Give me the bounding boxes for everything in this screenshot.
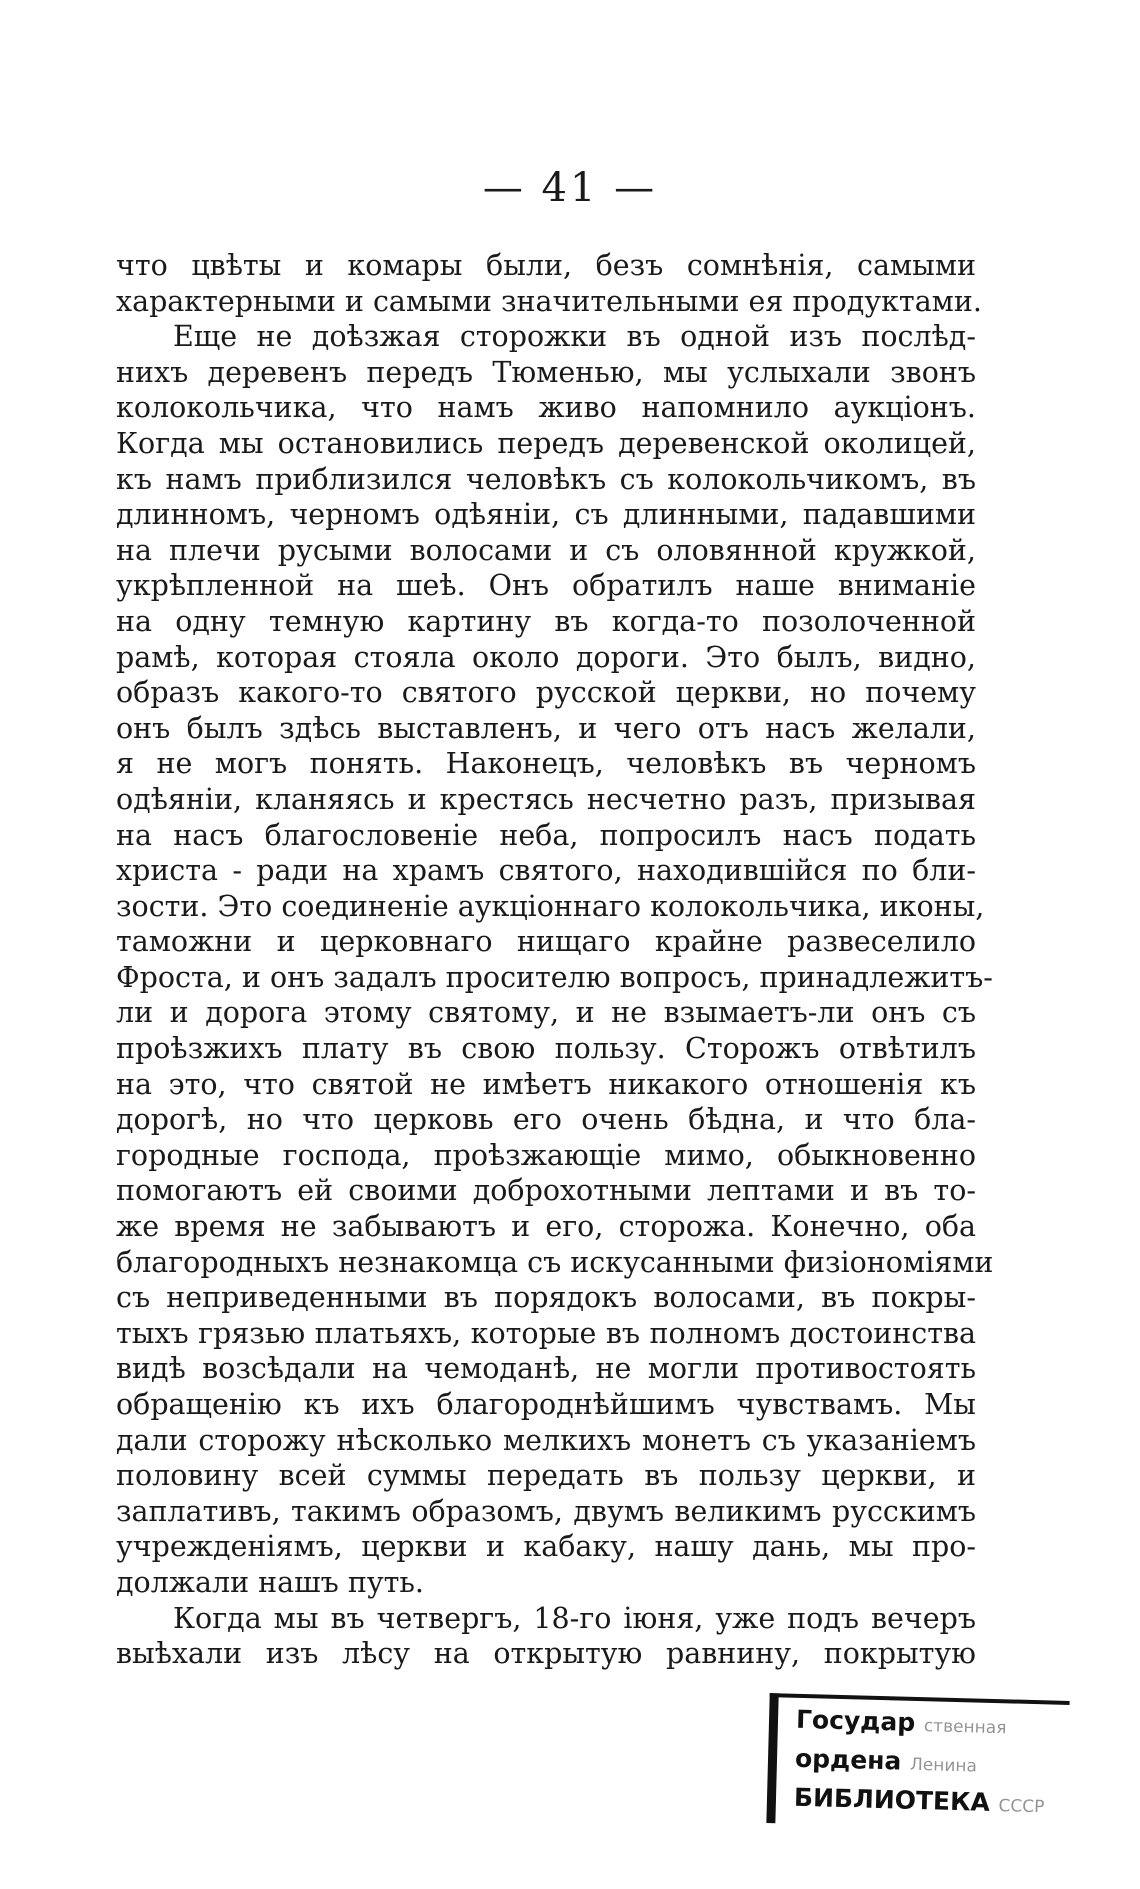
text-line: онъ былъ здѣсь выставленъ, и чего отъ насъ желали, xyxy=(116,711,976,745)
text-line: Еще не доѣзжая сторожки въ одной изъ послѣд- xyxy=(173,320,976,354)
text-line: съ неприведенными въ порядокъ волосами, въ покры- xyxy=(116,1281,976,1315)
text-line: рамѣ, которая стояла около дороги. Это былъ, видно, xyxy=(116,640,976,674)
text-line: проѣзжихъ плату въ свою пользу. Сторожъ отвѣтилъ xyxy=(116,1032,976,1066)
text-line: къ намъ приблизился человѣкъ съ колокольчикомъ, въ xyxy=(116,462,976,496)
library-stamp xyxy=(766,1693,1069,1831)
text-line: длинномъ, черномъ одѣяніи, съ длинными, падавшими xyxy=(116,498,976,532)
text-line: тыхъ грязью платьяхъ, которые въ полномъ достоинства xyxy=(116,1316,976,1350)
text-line: Когда мы остановились передъ деревенской околицей, xyxy=(116,426,976,460)
text-line: помогаютъ ей своими доброхотными лептами и въ то- xyxy=(116,1174,976,1208)
text-line: Фроста, и онъ задалъ просителю вопросъ, принадлежитъ- xyxy=(116,960,993,994)
text-line: колокольчика, что намъ живо напомнило аукціонъ. xyxy=(116,391,976,425)
text-line: что цвѣты и комары были, безъ сомнѣнія, самыми xyxy=(116,249,976,282)
text-line: на одну темную картину въ когда-то позолоченной xyxy=(116,604,976,638)
text-line: благородныхъ незнакомца съ искусанными физіономіями xyxy=(116,1245,994,1279)
text-line: зости. Это соединеніе аукціоннаго колокольчика, иконы, xyxy=(116,889,985,923)
text-line: укрѣпленной на шеѣ. Онъ обратилъ наше вниманіе xyxy=(116,569,976,603)
stamp-line: БИБЛИОТЕКА СССР xyxy=(793,1782,1045,1818)
text-line: городные господа, проѣзжающіе мимо, обыкновенно xyxy=(116,1138,976,1172)
text-line: выѣхали изъ лѣсу на открытую равнину, покрытую xyxy=(116,1637,976,1671)
text-line: должали нашъ путь. xyxy=(116,1565,424,1599)
text-line: половину всей суммы передать въ пользу церкви, и xyxy=(116,1459,976,1493)
text-line: заплативъ, такимъ образомъ, двумъ великимъ русскимъ xyxy=(116,1494,976,1528)
text-line: дали сторожу нѣсколько мелкихъ монетъ съ указаніемъ xyxy=(116,1423,976,1457)
stamp-line: ордена Ленина xyxy=(794,1743,978,1777)
body-text xyxy=(116,248,994,1672)
text-line: Когда мы въ четвергъ, 18-го іюня, уже подъ вечеръ xyxy=(173,1601,976,1635)
text-line: на плечи русыми волосами и съ оловянной кружкой, xyxy=(116,533,976,567)
text-line: же время не забываютъ и его, сторожа. Конечно, оба xyxy=(116,1210,976,1244)
text-line: характерными и самыми значительными ея продуктами. xyxy=(116,284,982,318)
text-line: на насъ благословеніе неба, попросилъ насъ подать xyxy=(116,818,976,852)
text-line: дорогѣ, но что церковь его очень бѣдна, и что бла- xyxy=(116,1103,976,1137)
text-line: христа - ради на храмъ святого, находившійся по бли- xyxy=(116,854,976,888)
text-line: таможни и церковнаго нищаго крайне развеселило xyxy=(116,925,976,959)
page-number: — 41 — xyxy=(482,165,658,211)
stamp-line: Государ ственная xyxy=(795,1704,1007,1739)
text-line: обращенію къ ихъ благороднѣйшимъ чувствамъ. Мы xyxy=(116,1388,976,1421)
text-line: я не могъ понять. Наконецъ, человѣкъ въ черномъ xyxy=(116,747,976,781)
text-line: на это, что святой не имѣетъ никакого отношенія къ xyxy=(116,1067,976,1101)
text-line: видѣ возсѣдали на чемоданѣ, не могли противостоять xyxy=(116,1352,976,1386)
text-line: образъ какого-то святого русской церкви, но почему xyxy=(116,676,976,710)
text-line: ли и дорога этому святому, и не взымаетъ-ли онъ съ xyxy=(116,996,976,1030)
text-line: нихъ деревенъ передъ Тюменью, мы услыхали звонъ xyxy=(116,355,976,389)
text-line: учрежденіямъ, церкви и кабаку, нашу дань, мы про- xyxy=(116,1530,976,1564)
text-line: одѣяніи, кланяясь и крестясь несчетно разъ, призывая xyxy=(116,782,976,816)
